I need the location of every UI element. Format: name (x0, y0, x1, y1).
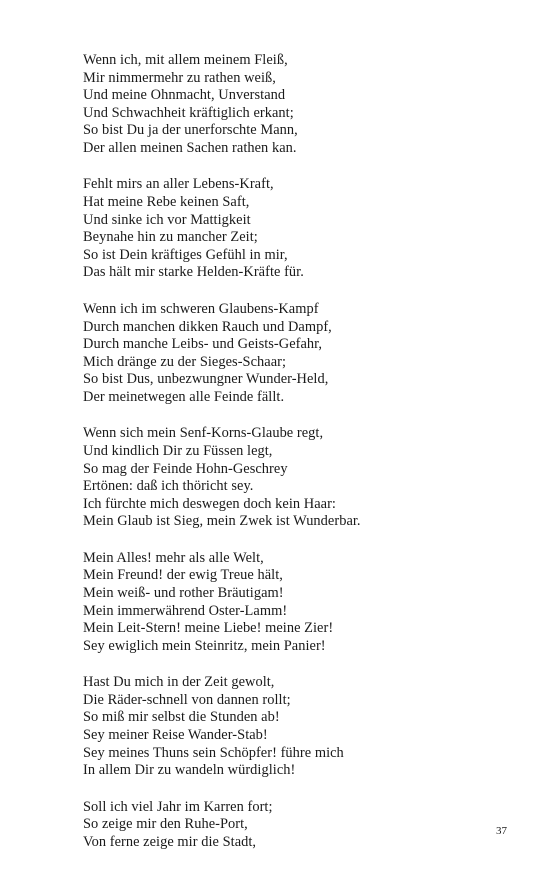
stanza-4 (83, 425, 523, 531)
verse-line: Hast Du mich in der Zeit gewolt, (83, 674, 275, 691)
verse-line: Wenn sich mein Senf-Korns-Glaube regt, (83, 425, 324, 442)
verse-line: Beynahe hin zu mancher Zeit; (83, 229, 258, 246)
verse-line: Mein weiß- und rother Bräutigam! (83, 585, 284, 601)
stanza-6 (83, 674, 523, 780)
page-number: 37 (496, 825, 507, 837)
verse-line: Hat meine Rebe keinen Saft, (83, 194, 250, 211)
stanza-7 (83, 799, 523, 852)
verse-line: Durch manche Leibs- und Geists-Gefahr, (83, 336, 323, 353)
verse-line: So bist Dus, unbezwungner Wunder-Held, (83, 371, 329, 388)
verse-line: So ist Dein kräftiges Gefühl in mir, (83, 246, 288, 263)
verse-line: Und Schwachheit kräftiglich erkant; (83, 104, 294, 121)
stanza-1 (83, 52, 523, 158)
stanza-5 (83, 550, 523, 656)
verse-line: Sey meines Thuns sein Schöpfer! führe mich (83, 744, 344, 761)
verse-line: Sey ewiglich mein Steinritz, mein Panier! (83, 637, 326, 654)
verse-line: In allem Dir zu wandeln würdiglich! (83, 762, 296, 779)
verse-line: Soll ich viel Jahr im Karren fort; (83, 798, 273, 815)
verse-line: Ertönen: daß ich thöricht sey. (83, 478, 254, 495)
verse-line: Durch manchen dikken Rauch und Dampf, (83, 318, 332, 335)
verse-line: So miß mir selbst die Stunden ab! (83, 709, 280, 726)
verse-line: Der allen meinen Sachen rathen kan. (83, 139, 297, 156)
stanza-3 (83, 301, 523, 407)
verse-line: Und kindlich Dir zu Füssen legt, (83, 442, 273, 459)
verse-line: Ich fürchte mich deswegen doch kein Haar: (83, 495, 336, 512)
poem-body (83, 52, 523, 870)
verse-line: Und meine Ohnmacht, Unverstand (83, 87, 286, 104)
verse-line: Die Räder-schnell von dannen rollt; (83, 691, 291, 708)
verse-line: Das hält mir starke Helden-Kräfte für. (83, 264, 304, 281)
verse-line: So mag der Feinde Hohn-Geschrey (83, 460, 288, 477)
verse-line: Wenn ich im schweren Glaubens-Kampf (83, 300, 319, 317)
verse-line: So zeige mir den Ruhe-Port, (83, 816, 248, 833)
verse-line: Sey meiner Reise Wander-Stab! (83, 727, 268, 744)
verse-line: So bist Du ja der unerforschte Mann, (83, 122, 298, 139)
verse-line: Fehlt mirs an aller Lebens-Kraft, (83, 176, 274, 193)
verse-line: Mir nimmermehr zu rathen weiß, (83, 69, 276, 86)
verse-line: Mein immerwährend Oster-Lamm! (83, 602, 288, 619)
verse-line: Mein Glaub ist Sieg, mein Zwek ist Wunderbar. (83, 513, 361, 530)
verse-line: Wenn ich, mit allem meinem Fleiß, (83, 52, 288, 68)
verse-line: Mich dränge zu der Sieges-Schaar; (83, 353, 287, 370)
verse-line: Von ferne zeige mir die Stadt, (83, 833, 257, 850)
verse-line: Und sinke ich vor Mattigkeit (83, 211, 251, 228)
verse-line: Mein Alles! mehr als alle Welt, (83, 549, 264, 566)
verse-line: Mein Leit-Stern! meine Liebe! meine Zier! (83, 620, 334, 637)
verse-line: Mein Freund! der ewig Treue hält, (83, 567, 283, 584)
stanza-2 (83, 176, 523, 282)
verse-line: Der meinetwegen alle Feinde fällt. (83, 388, 285, 405)
